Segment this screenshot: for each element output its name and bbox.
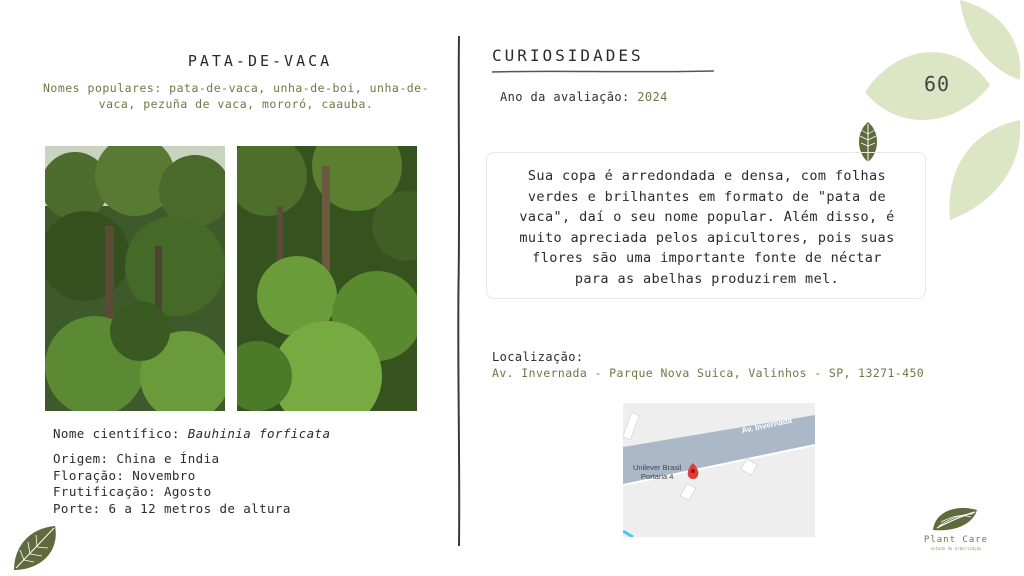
curiosities-text: Sua copa é arredondada e densa, com folhas verdes e brilhantes em formato de "pata de vaca", daí o seu nome popular. Além disso, é muito apreciada pelos apicultores, pois suas flores são uma importante fonte de néctar para as abelhas produzirem mel. [519, 168, 895, 287]
plant-facts [53, 451, 291, 517]
map-place-line1: Unilever Brasil [633, 463, 682, 472]
scientific-label: Nome científico: [53, 426, 188, 441]
year-label: Ano da avaliação: [500, 90, 638, 104]
title-underline [492, 69, 714, 74]
location-label: Localização: [492, 350, 584, 364]
plant-title: PATA-DE-VACA [187, 52, 333, 70]
evaluation-year [500, 90, 668, 104]
location-map[interactable] [623, 403, 815, 537]
flowering-text: Floração: Novembro [53, 467, 196, 483]
page-number: 60 [923, 72, 951, 96]
decorative-leaf-bottom-left [10, 522, 60, 572]
tree-photo-2 [237, 146, 417, 411]
vertical-divider [455, 36, 463, 546]
map-place-label [633, 463, 681, 481]
curiosities-title: CURIOSIDADES [492, 46, 644, 65]
scientific-name: Bauhinia forficata [187, 426, 331, 441]
brand-name: Plant Care [923, 535, 989, 545]
size-text: Porte: 6 a 12 metros de altura [53, 500, 291, 516]
tree-photo-1 [45, 146, 225, 411]
map-place-line2: Portaria 4 [640, 472, 674, 481]
brand-logo [915, 502, 995, 536]
year-value: 2024 [637, 90, 668, 104]
popular-names: Nomes populares: pata-de-vaca, unha-de-boi, unha-de-vaca, pezuña de vaca, mororó, caauba. [42, 81, 430, 111]
fruiting-text: Frutificação: Agosto [53, 484, 212, 499]
map-street-label: Av. Invernada [740, 415, 793, 436]
location-address: Av. Invernada - Parque Nova Suica, Valinhos - SP, 13271-450 [492, 366, 925, 380]
scientific-name-line [53, 426, 330, 441]
brand-tagline: estudo da arborização [930, 546, 982, 551]
origin-text: Origem: China e Índia [53, 451, 220, 466]
